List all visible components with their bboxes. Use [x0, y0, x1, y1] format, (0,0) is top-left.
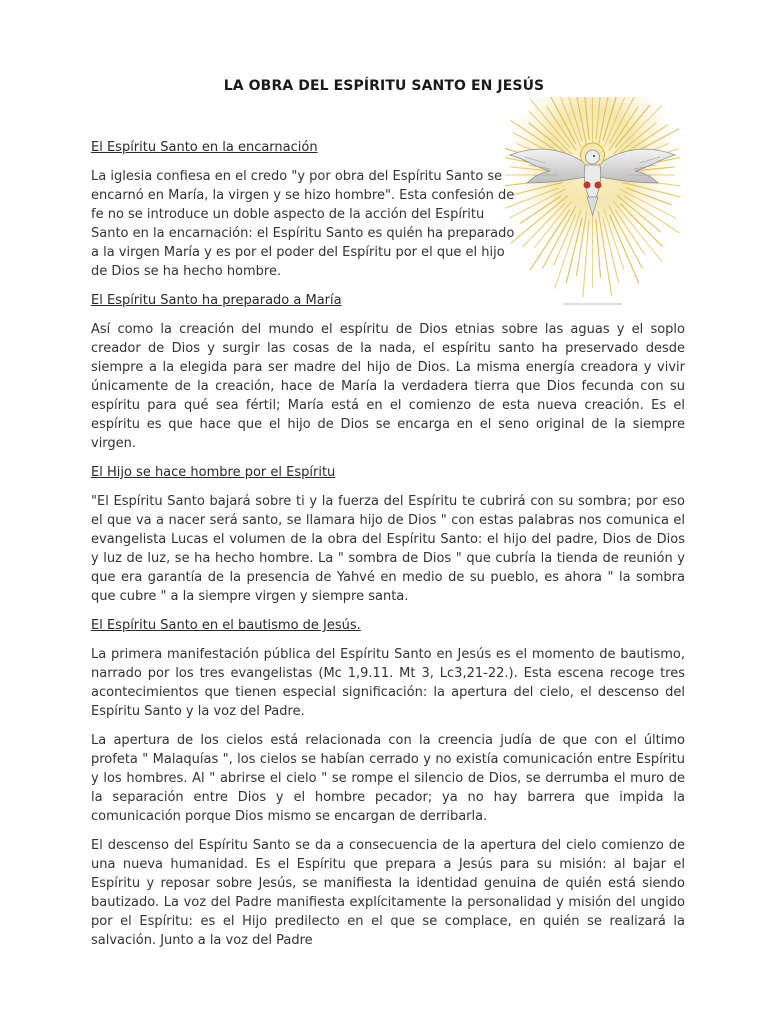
- section-heading-bautismo: El Espíritu Santo en el bautismo de Jesús.: [91, 618, 361, 633]
- paragraph: La apertura de los cielos está relacionada con la creencia judía de que con el último profeta " Malaquías ", los cielos se habían cerrado y no existía comunicación entre Espíritu y los hombres. Al " abrirse el cielo " se rompe el silencio de Dios, se derrumba el muro de la separación entre Dios y el hombre pecador; ya no hay barrera que impida la comunicación porque Dios mismo se encargan de derribarla.: [91, 733, 685, 824]
- paragraph: Así como la creación del mundo el espíritu de Dios etnias sobre las aguas y el soplo creador de Dios y surgir las cosas de la nada, el espíritu santo ha preservado desde siempre a la elegida para ser madre del hijo de Dios. La misma energía creadora y vivir únicamente de la creación, hace de María la verdadera tierra que Dios fecunda con su espíritu para qué sea fértil; María está en el comienzo de esta nueva creación. Es el espíritu es que hace que el hijo de Dios se encarga en el seno original de la siempre virgen.: [91, 322, 685, 451]
- section-heading-maria: El Espíritu Santo ha preparado a María: [91, 293, 342, 308]
- section-heading-hijo-hombre: El Hijo se hace hombre por el Espíritu: [91, 465, 336, 480]
- paragraph: La primera manifestación pública del Espíritu Santo en Jesús es el momento de bautismo, narrado por los tres evangelistas (Mc 1,9.11. Mt 3, Lc3,21-22.). Esta escena recoge tres acontecimientos que tienen especial significación: la apertura del cielo, el descenso del Espíritu Santo y la voz del Padre.: [91, 647, 685, 719]
- document-title: LA OBRA DEL ESPÍRITU SANTO EN JESÚS: [223, 78, 545, 94]
- document-body: [91, 138, 685, 960]
- paragraph: La iglesia confiesa en el credo "y por obra del Espíritu Santo se encarnó en María, la virgen y se hizo hombre". Esta confesión de fe no se introduce un doble aspecto de la acción del Espíritu Santo en la encarnación: el Espíritu Santo es quién ha preparado a la virgen María y es por el poder del Espíritu por el que el hijo de Dios se ha hecho hombre.: [91, 169, 515, 279]
- paragraph: El descenso del Espíritu Santo se da a consecuencia de la apertura del cielo comienzo de una nueva humanidad. Es el Espíritu que prepara a Jesús para su misión: al bajar el Espíritu y reposar sobre Jesús, se manifiesta la identidad genuina de quién está siendo bautizado. La voz del Padre manifiesta explícitamente la personalidad y misión del ungido por el Espíritu: es el Hijo predilecto en el que se complace, en quién se realizará la salvación. Junto a la voz del Padre: [91, 838, 685, 948]
- paragraph: "El Espíritu Santo bajará sobre ti y la fuerza del Espíritu te cubrirá con su sombra; por eso el que va a nacer será santo, se llamara hijo de Dios " con estas palabras nos comunica el evangelista Lucas el volumen de la obra del Espíritu Santo: el hijo del padre, Dios de Dios y luz de luz, se ha hecho hombre. La " sombra de Dios " que cubría la tienda de reunión y que era garantía de la presencia de Yahvé en medio de su pueblo, es ahora " la sombra que cubre " a la siempre virgen y siempre santa.: [91, 494, 685, 604]
- section-heading-encarnacion: El Espíritu Santo en la encarnación: [91, 140, 318, 155]
